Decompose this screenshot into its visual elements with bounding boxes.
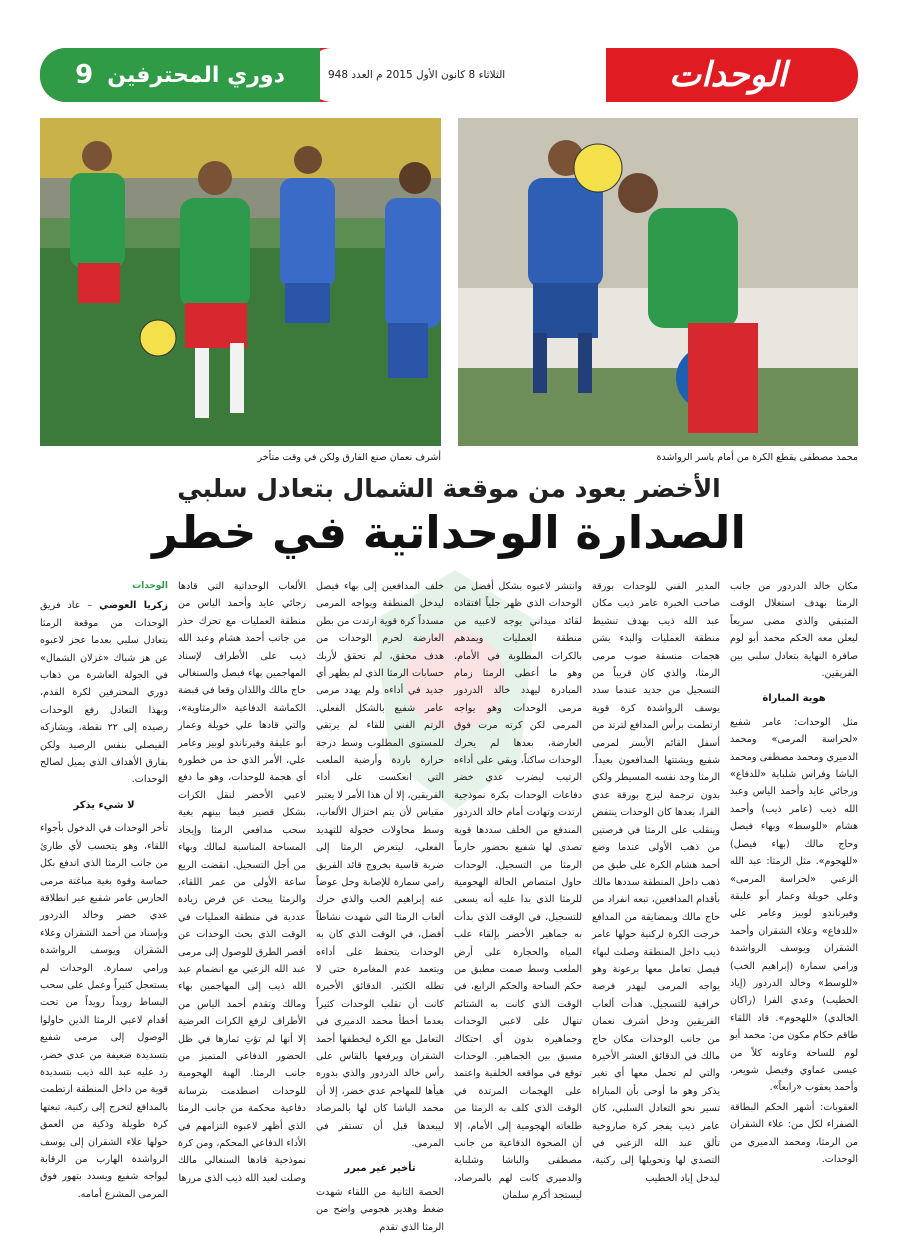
photo-right-caption: محمد مصطفى يقطع الكرة من أمام ياسر الرواشدة	[656, 452, 858, 463]
article-paragraph: خلف المدافعين إلى بهاء فيصل ليدخل المنطقة ويواجه المرمى مسدداً كرة قوية ارتدت من بطن العارضة لحرم الوحدات من هدف محقق، لم تحقق لأربك حسابات الرمثا الذي لم يظهر أي جديد في أداءه ولم يهدد مرمى عامر شفيع بالشكل الفعلي. الرتم الفني للقاء لم يرتقي للمستوى المطلوب وسط درجة حرارة باردة وأرضية الملعب التي انعكست على أداء الفريقين، إلا أن هذا الأمر لا يعتبر مقياس لأن يتم اختزال الألعاب، وسط محاولات خجولة للتهديد الفعلي، ليتعرض الرمثا إلى ضربة قاسية بخروج قائد الفريق رامي سمارة للإصابة وحل عوضاً عنه إبراهيم الخب والذي حرك ألعاب الرمثا التي شهدت نشاطاً أفضل، في الوقت الذي كان به الوحدات يتحفظ على أداءه ويتعمد عدم المغامرة حتى لا تطله الكثير. الدقائق الأخيرة كانت أن تقلب الوحدات كثيراً بعدما أخطأ محمد الدميري في التعامل مع الكرة ليخطفها أحمد الشقران ويرفعها بالقاس على رأس خالد الدردور والذي بدوره هيأها للمهاجم عدي خضر، إلا أن محمد الباشا كان لها بالمرصاد ليبعدها قبل أن تستقر في المرمى.	[316, 581, 444, 1149]
article-paragraph	[40, 597, 168, 788]
article-paragraph: مثل الوحدات: عامر شفيع «لحراسة المرمى» ومحمد الدميري ومحمد مصطفى ومحمد الباشا وفراس شلباية «للدفاع» ورجائي عايد وأحمد الياس وعبد الله ذيب (عامر ذيب) وأحمد هشام «للوسط» وبهاء فيصل وحاج مالك (بهاء فيصل) «للهجوم». مثل الرمثا: عبد الله الزعبي «لحراسة المرمى» وعلي خويلة وعمار أبو عليقة وفيرناندو لوبيز وعامر علي «للدفاع» وعلاء الشقران وأحمد الشقران ويوسف الرواشدة ورامي سمارة (إبراهيم الخب) «للوسط» وخالد الدردور (إياد الخطيب) وعدي الفرا (راكان الخالدي) «للهجوم». قاد اللقاء طاقم حكام مكون من: محمد أبو لوم للساحة وعاونه كلاً من عيسى عماوي وفيصل شويعر، وأحمد يعقوب «رابعاً».	[730, 716, 858, 1094]
article-paragraph: الألعاب الوحداتية التي قادها رجائي عايد وأحمد الياس من منطقة العمليات مع تحرك حذر من جانب أحمد هشام وعبد الله ذيب على الأطراف لإسناد المهاجمين بهاء فيصل والسنغالي حاج مالك واللذان وقعا في قبضة الكماشة الدفاعية «الرمثاوية»، والتي قادها علي خويلة وعمار أبو عليقة وفيرناندو لوبيز وعامر علي، الأمر الذي حد من خطورة أي هجمة للوحدات، وهو ما دفع لاعبي الأخضر لنقل الكرات بشكل قصير فيما بينهم بغية سحب مدافعي الرمثا وإيجاد المساحة المناسبة لمالك وبهاء من أجل التسجيل. انقضت الربع ساعة الأولى من عمر اللقاء، والرمثا يبحث عن فرض زيادة عددية في منطقة العمليات في الوقت الذي بحث الوحدات عن أقصر الطرق للوصول إلى مرمى عبد الله الزعبي مع انضمام عبد الله ذيب إلى المهاجمين بهاء ومالك وتقدم أحمد الياس من الأطراف لرفع الكرات العرضية إلا أنها لم تؤتِ ثمارها في ظل الحضور الدفاعي المتميز من جانب الرمثا. الهبة الهجومية للوحدات اصطدمت بترسانة دفاعية محكمة من جانب الرمثا الذي أظهر لاعبوه التزامهم في الأداء الدفاعي المحكم، ومن كرة نموذجية قادها السنغالي مالك وصلت لعبد الله ذيب الذي مررها	[178, 581, 306, 1184]
article-column-3	[316, 578, 444, 1233]
article-paragraph: المدير الفني للوحدات بورقة صاحب الخبرة عامر ذيب مكان عبد الله ذيب بهدف تنشيط منطقة العمليات والبدء بشن هجمات منسقة صوب مرمى الرمثا، والذي كان قريباً من التسجيل من جديد عندما سدد يوسف الرواشدة كرة قوية ارتطمت برأس المدافع لترتد من أسفل القائم الأيسر لمرمى شفيع ويشتتها المدافعون بعيداً. الرمثا وجد نفسه المسيطر ولكن بدون ترجمة ليزج بورقة عدي الفرا، بعدها كان الوحدات ينتفض وينقلب على الرمثا في فرصتين من ذهب الأولى عندما وضع أحمد هشام الكرة على طبق من ذهب داخل المنطقة سددها مالك بأقدام المدافعين، تبعه انفراد من حاج مالك وبمضايقة من المدافع خرجت الكرة لركنية حولها عامر ذيب داخل المنطقة وصلت لبهاء فيصل تعامل معها برعونة وهو يواجه المرمى ليهدر فرصة خرافية للتسجيل. هدأت ألعاب الفريقين ودخل أشرف نعمان من جانب الوحدات مكان حاج مالك في الدقائق العشر الأخيرة والتي لم تحمل معها أي تغير يذكر وهو ما أوحى بأن المباراة تسير نحو التعادل السلبي، كان عامر ذيب يفجر كرة صاروخية تألق عبد الله الزعبي في التصدي لها وتحويلها إلى ركنية، ليدخل إياد الخطيب	[592, 581, 720, 1184]
header-date-strip	[306, 48, 606, 102]
article-headline: الصدارة الوحداتية في خطر	[152, 506, 746, 559]
photo-left-caption: أشرف نعمان صنع الفارق ولكن في وقت متأخر	[257, 452, 441, 463]
article-paragraph: الحصة الثانية من اللقاء شهدت ضغط وهدير هجومي واضح من الرمثا الذي تقدم	[316, 1186, 444, 1233]
article-column-4	[454, 578, 582, 1202]
article-source: الوحدات	[132, 581, 168, 591]
subheading: لا شيء يذكر	[73, 799, 135, 811]
article-paragraph: مكان خالد الدردور من جانب الرمثا بهدف استغلال الوقت المتبقي والذي مضى سريعاً ليعلن معه الحكم محمد أبو لوم صافرة النهاية بتعادل سلبي بين الفريقين.	[730, 581, 858, 680]
article-body	[40, 578, 858, 1233]
article-column-2	[178, 578, 306, 1184]
article-column-1	[40, 578, 168, 1200]
photo-left	[40, 118, 441, 446]
issue-date: الثلاثاء 8 كانون الأول 2015 م العدد 948	[328, 69, 506, 81]
page-header	[40, 48, 858, 102]
section-name: دوري المحترفين	[107, 62, 285, 88]
photo-right	[458, 118, 858, 446]
article-kicker: الأخضر يعود من موقعة الشمال بتعادل سلبي	[177, 474, 721, 503]
article-column-6	[730, 578, 858, 1178]
page-number: 9	[75, 60, 94, 90]
article-paragraph: العقوبات: أشهر الحكم البطاقة الصفراء لكل من: علاء الشقران من الرمثا، ومحمد الدميري من الوحدات.	[730, 1101, 858, 1165]
brand-logo	[598, 48, 858, 102]
photo-left-image	[40, 118, 441, 446]
article-column-5	[592, 578, 720, 1184]
article-paragraph: وانتشر لاعبوه بشكل أفضل من الوحدات الذي ظهر جلياً افتقاده لقائد ميداني يوجه لاعبيه من منطقة العمليات ويمدهم بالكرات المطلوبة في الأمام، وهو ما أعطى الرمثا زمام المبادرة ليهدد خالد الدردور مرمى الوحدات وهو يواجه المرمى لكن كرته مرت فوق العارضة، بعدها لم يحرك الوحدات ساكناً، وبقي على أداءه الرتيب ليضرب عدي خضر دفاعات الوحدات بكرة نموذجية ارتدت وتهادت أمام خالد الدردور المندفع من الخلف سددها قوية تصدى لها شفيع بحضور حارماً الرمثا من التسجيل. الوحدات حاول امتصاص الحالة الهجومية للرمثا الذي بدا عليه أنه يسعى للتسجيل، في الوقت الذي بدأت به جماهير الأخضر بإلقاء علب المياه والحجارة على أرض الملعب وسط صمت مطبق من حكم الساحة والحكم الرابع، في الوقت الذي كانت به الشتائم تنهال على لاعبي الوحدات وجماهيره بدون أي احتكاك مسبق بين الجماهير. الوحدات توقع في مواقعه الخلفية واعتمد على الهجمات المرتدة في الوقت الذي كلف به الرمثا من طلعاته الهجومية إلى الأمام، إلا أن الصحوة الدفاعية من جانب مصطفى والباشا وشلباية والدميري كانت لهم بالمرصاد، ليستجد أكرم سلمان	[454, 581, 582, 1202]
article-paragraph: تأخر الوحدات في الدخول بأجواء اللقاء، وهو يتحسب لأي طارئ من جانب الرمثا الذي اندفع بكل حماسة وقوة بغية مباغتة مرمى الحارس عامر شفيع عبر انطلاقة عدي خضر وخالد الدردور وبإسناد من أحمد الشقران وعلاء الشقران ويوسف الرواشدة ورامي سمارة. الوحدات لم يستعجل كثيراً وعمل على سحب البساط رويداً رويداً من تحت أقدام لاعبي الرمثا الذين حاولوا الوصول إلى مرمى شفيع بتسديدة ضعيفة من عدي خضر، رد عليه عبد الله ذيب بتسديدة قوية من داخل المنطقة ارتطمت بالمدافع لتخرج إلى ركنية، تبعتها كرة طويلة وذكية من العمق حولها علاء الشقران إلى يوسف الرواشدة الهارب من الرقابة ليواجه شفيع ويسدد بتهور فوق المرمى المشرع أمامه.	[40, 823, 168, 1200]
section-tab	[40, 48, 320, 102]
photo-right-image	[458, 118, 858, 446]
subheading: هوية المباراة	[762, 693, 826, 705]
article-author: زكريا العوضي	[99, 600, 168, 612]
subheading: تأخير غير مبرر	[344, 1163, 416, 1175]
brand-title: الوحدات	[669, 55, 787, 95]
article-lead-text: – عاد فريق الوحدات من موقعة الرمثا بتعادل سلبي بعدما عجز لاعبوه عن هز شباك «غزلان الشمال» في الجولة العاشرة من ذهاب دوري المحترفين لكرة القدم، وبهذا التعادل رفع الوحدات رصيده إلى ٢٢ نقطة، ويشاركه الفيصلي بنفس الرصيد ولكن بفارق الأهداف الذي يميل لصالح الوحدات.	[40, 600, 168, 786]
